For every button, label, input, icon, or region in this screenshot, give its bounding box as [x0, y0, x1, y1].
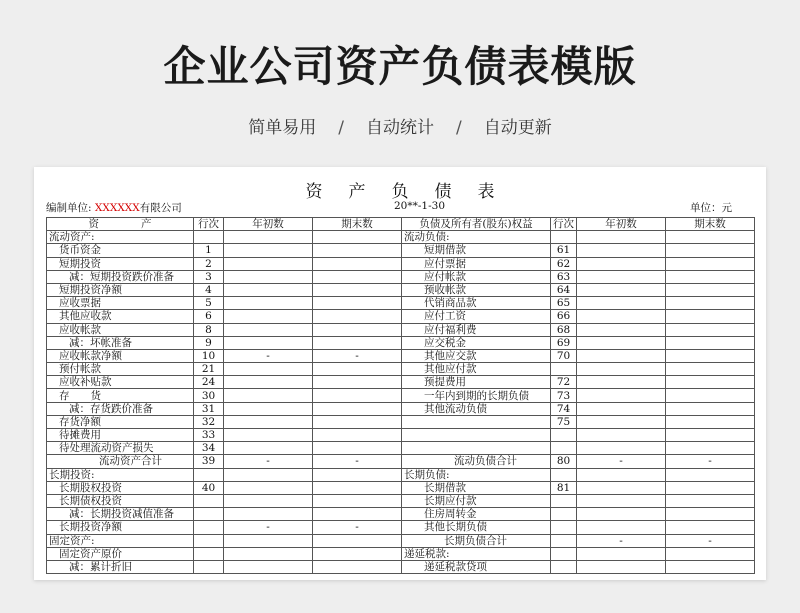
asset-begin-cell[interactable]: [224, 534, 313, 547]
asset-row-no-cell: [194, 521, 224, 534]
asset-label-cell: 长期投资:: [47, 468, 194, 481]
liability-row-no-cell: [551, 560, 577, 573]
asset-label-cell: 长期投资净额: [47, 521, 194, 534]
liability-row-no-cell: 64: [551, 283, 577, 296]
asset-label-cell: 短期投资净额: [47, 283, 194, 296]
liability-end-cell[interactable]: [666, 429, 755, 442]
liability-label-cell: 短期借款: [402, 244, 551, 257]
liability-begin-cell[interactable]: [577, 521, 666, 534]
asset-row-no-cell: 21: [194, 363, 224, 376]
feature-easy: 简单易用: [248, 118, 317, 138]
liability-row-no-cell: 81: [551, 481, 577, 494]
asset-begin-cell[interactable]: [224, 429, 313, 442]
asset-row-no-cell: 24: [194, 376, 224, 389]
asset-row-no-cell: [194, 547, 224, 560]
table-row: [47, 494, 755, 507]
liability-begin-cell[interactable]: [577, 508, 666, 521]
table-row: [47, 376, 755, 389]
asset-end-cell[interactable]: [313, 297, 402, 310]
liability-end-cell[interactable]: [666, 363, 755, 376]
liability-label-cell: 预提费用: [402, 376, 551, 389]
page-title: 企业公司资产负债表模版: [163, 42, 637, 91]
liability-label-cell: 长期应付款: [402, 494, 551, 507]
table-row: [47, 231, 755, 244]
asset-label-cell: 固定资产原价: [47, 547, 194, 560]
liability-end-cell[interactable]: [666, 481, 755, 494]
asset-end-cell[interactable]: [313, 508, 402, 521]
asset-end-cell[interactable]: [313, 442, 402, 455]
liability-row-no-cell: 68: [551, 323, 577, 336]
sheet-title: 资产负债表: [305, 182, 521, 202]
liability-row-no-cell: [551, 231, 577, 244]
liability-begin-cell[interactable]: [577, 376, 666, 389]
feature-list: [0, 113, 800, 138]
liability-label-cell: 长期负债合计: [402, 534, 551, 547]
liability-end-cell[interactable]: [666, 244, 755, 257]
asset-label-cell: 存货净额: [47, 415, 194, 428]
liability-begin-cell[interactable]: -: [577, 455, 666, 468]
asset-begin-cell[interactable]: -: [224, 455, 313, 468]
liability-row-no-cell: 61: [551, 244, 577, 257]
liability-begin-cell[interactable]: [577, 257, 666, 270]
table-row: [47, 415, 755, 428]
asset-row-no-cell: 30: [194, 389, 224, 402]
asset-begin-cell[interactable]: -: [224, 521, 313, 534]
asset-label-cell: 应收票据: [47, 297, 194, 310]
liability-begin-cell[interactable]: [577, 560, 666, 573]
asset-label-cell: 预付帐款: [47, 363, 194, 376]
asset-end-cell[interactable]: [313, 231, 402, 244]
liability-row-no-cell: 80: [551, 455, 577, 468]
asset-row-no-cell: 10: [194, 349, 224, 362]
asset-row-no-cell: 39: [194, 455, 224, 468]
liability-row-no-cell: [551, 508, 577, 521]
asset-label-cell: 流动资产合计: [47, 455, 194, 468]
asset-begin-cell[interactable]: [224, 336, 313, 349]
asset-label-cell: 流动资产:: [47, 231, 194, 244]
liability-row-no-cell: [551, 468, 577, 481]
table-row: [47, 547, 755, 560]
asset-row-no-cell: 9: [194, 336, 224, 349]
asset-row-no-cell: [194, 231, 224, 244]
liability-begin-cell[interactable]: -: [577, 534, 666, 547]
liability-label-cell: 其他流动负债: [402, 402, 551, 415]
table-row: [47, 310, 755, 323]
company-suffix: 有限公司: [139, 202, 182, 214]
asset-row-no-cell: 33: [194, 429, 224, 442]
liability-row-no-cell: 72: [551, 376, 577, 389]
asset-row-no-cell: 31: [194, 402, 224, 415]
liability-label-cell: 长期负债:: [402, 468, 551, 481]
liability-label-cell: 其他长期负债: [402, 521, 551, 534]
asset-label-cell: 固定资产:: [47, 534, 194, 547]
liability-begin-cell[interactable]: [577, 283, 666, 296]
liability-row-no-cell: [551, 547, 577, 560]
asset-end-cell[interactable]: [313, 481, 402, 494]
liability-begin-cell[interactable]: [577, 415, 666, 428]
table-row: [47, 560, 755, 573]
asset-end-cell[interactable]: [313, 363, 402, 376]
asset-end-cell[interactable]: [313, 389, 402, 402]
liability-label-cell: 流动负债:: [402, 231, 551, 244]
asset-begin-cell[interactable]: [224, 560, 313, 573]
asset-begin-cell[interactable]: [224, 376, 313, 389]
liability-label-cell: 住房周转金: [402, 508, 551, 521]
liability-end-cell[interactable]: [666, 547, 755, 560]
table-row: [47, 468, 755, 481]
liability-label-cell: 应付工资: [402, 310, 551, 323]
feature-auto-stats: 自动统计: [366, 118, 434, 138]
liability-label-cell: 其他应付款: [402, 363, 551, 376]
liability-end-cell[interactable]: [666, 389, 755, 402]
asset-end-cell[interactable]: [313, 429, 402, 442]
liability-label-cell: 应付福利费: [402, 323, 551, 336]
unit-label: 单位：元: [690, 202, 732, 214]
liability-end-cell[interactable]: [666, 508, 755, 521]
table-row: [47, 429, 755, 442]
asset-label-cell: 待处理流动资产损失: [47, 442, 194, 455]
asset-end-cell[interactable]: [313, 402, 402, 415]
asset-begin-cell[interactable]: [224, 389, 313, 402]
asset-begin-cell[interactable]: [224, 481, 313, 494]
liability-row-no-cell: [551, 442, 577, 455]
col-begin: 年初数: [224, 218, 313, 231]
asset-label-cell: 短期投资: [47, 257, 194, 270]
asset-end-cell[interactable]: [313, 376, 402, 389]
asset-begin-cell[interactable]: [224, 257, 313, 270]
table-row: [47, 257, 755, 270]
liability-end-cell[interactable]: [666, 494, 755, 507]
liability-row-no-cell: 65: [551, 297, 577, 310]
liability-end-cell[interactable]: [666, 468, 755, 481]
liability-begin-cell[interactable]: [577, 389, 666, 402]
asset-row-no-cell: 40: [194, 481, 224, 494]
asset-end-cell[interactable]: -: [313, 349, 402, 362]
liability-begin-cell[interactable]: [577, 402, 666, 415]
liability-end-cell[interactable]: -: [666, 455, 755, 468]
liability-end-cell[interactable]: [666, 402, 755, 415]
liability-end-cell[interactable]: [666, 283, 755, 296]
asset-label-cell: 应收帐款: [47, 323, 194, 336]
col-row-no: 行次: [194, 218, 224, 231]
liability-label-cell: 长期借款: [402, 481, 551, 494]
asset-end-cell[interactable]: [313, 283, 402, 296]
liability-label-cell: 递延税款:: [402, 547, 551, 560]
asset-label-cell: 待摊费用: [47, 429, 194, 442]
asset-label-cell: 减：存货跌价准备: [47, 402, 194, 415]
col-asset: 资 产: [47, 218, 194, 231]
asset-end-cell[interactable]: [313, 547, 402, 560]
liability-row-no-cell: 69: [551, 336, 577, 349]
separator: /: [338, 118, 344, 138]
balance-sheet: [34, 167, 766, 580]
liability-begin-cell[interactable]: [577, 270, 666, 283]
liability-label-cell: 应交税金: [402, 336, 551, 349]
liability-row-no-cell: 70: [551, 349, 577, 362]
liability-row-no-cell: [551, 363, 577, 376]
liability-row-no-cell: [551, 494, 577, 507]
asset-end-cell[interactable]: [313, 468, 402, 481]
asset-begin-cell[interactable]: [224, 415, 313, 428]
asset-row-no-cell: [194, 508, 224, 521]
asset-label-cell: 应收帐款净额: [47, 349, 194, 362]
asset-row-no-cell: 2: [194, 257, 224, 270]
liability-row-no-cell: 73: [551, 389, 577, 402]
asset-end-cell[interactable]: [313, 415, 402, 428]
asset-label-cell: 长期债权投资: [47, 494, 194, 507]
asset-end-cell[interactable]: [313, 534, 402, 547]
asset-label-cell: 长期股权投资: [47, 481, 194, 494]
table-row: [47, 389, 755, 402]
liability-begin-cell[interactable]: [577, 429, 666, 442]
liability-begin-cell[interactable]: [577, 297, 666, 310]
company-name[interactable]: XXXXXX: [94, 202, 140, 214]
asset-label-cell: 减：长期投资减值准备: [47, 508, 194, 521]
liability-end-cell[interactable]: [666, 560, 755, 573]
asset-end-cell[interactable]: [313, 336, 402, 349]
liability-begin-cell[interactable]: [577, 310, 666, 323]
asset-row-no-cell: [194, 494, 224, 507]
col-end-2: 期末数: [666, 218, 755, 231]
asset-begin-cell[interactable]: [224, 323, 313, 336]
liability-label-cell: 其他应交款: [402, 349, 551, 362]
liability-label-cell: 应付帐款: [402, 270, 551, 283]
table-row: [47, 481, 755, 494]
asset-begin-cell[interactable]: [224, 547, 313, 560]
asset-end-cell[interactable]: [313, 494, 402, 507]
liability-begin-cell[interactable]: [577, 349, 666, 362]
asset-begin-cell[interactable]: [224, 363, 313, 376]
liability-label-cell: [402, 429, 551, 442]
liability-row-no-cell: [551, 534, 577, 547]
table-row: [47, 534, 755, 547]
header-row: [47, 218, 755, 231]
liability-begin-cell[interactable]: [577, 363, 666, 376]
liability-label-cell: 一年内到期的长期负债: [402, 389, 551, 402]
asset-begin-cell[interactable]: [224, 442, 313, 455]
asset-label-cell: 应收补贴款: [47, 376, 194, 389]
liability-label-cell: [402, 442, 551, 455]
asset-end-cell[interactable]: [313, 323, 402, 336]
liability-end-cell[interactable]: [666, 323, 755, 336]
liability-end-cell[interactable]: [666, 442, 755, 455]
liability-label-cell: 预收帐款: [402, 283, 551, 296]
company-label: 编制单位:: [46, 202, 92, 214]
asset-label-cell: 减：坏帐准备: [47, 336, 194, 349]
liability-end-cell[interactable]: [666, 270, 755, 283]
liability-end-cell[interactable]: [666, 521, 755, 534]
asset-end-cell[interactable]: [313, 244, 402, 257]
asset-row-no-cell: 1: [194, 244, 224, 257]
table-row: [47, 455, 755, 468]
asset-end-cell[interactable]: [313, 270, 402, 283]
liability-row-no-cell: 63: [551, 270, 577, 283]
table-row: [47, 508, 755, 521]
liability-row-no-cell: 62: [551, 257, 577, 270]
asset-begin-cell[interactable]: [224, 283, 313, 296]
table-row: [47, 297, 755, 310]
asset-begin-cell[interactable]: [224, 270, 313, 283]
table-row: [47, 336, 755, 349]
table-row: [47, 244, 755, 257]
balance-table: [46, 217, 755, 574]
asset-end-cell[interactable]: -: [313, 455, 402, 468]
liability-label-cell: [402, 415, 551, 428]
liability-end-cell[interactable]: [666, 297, 755, 310]
separator: /: [456, 118, 462, 138]
asset-end-cell[interactable]: [313, 560, 402, 573]
liability-begin-cell[interactable]: [577, 494, 666, 507]
liability-begin-cell[interactable]: [577, 442, 666, 455]
table-row: [47, 283, 755, 296]
col-begin-2: 年初数: [577, 218, 666, 231]
asset-begin-cell[interactable]: [224, 310, 313, 323]
asset-label-cell: 货币资金: [47, 244, 194, 257]
asset-begin-cell[interactable]: [224, 244, 313, 257]
table-row: [47, 323, 755, 336]
liability-end-cell[interactable]: [666, 231, 755, 244]
asset-row-no-cell: 5: [194, 297, 224, 310]
asset-end-cell[interactable]: [313, 257, 402, 270]
asset-begin-cell[interactable]: [224, 297, 313, 310]
col-row-no-2: 行次: [551, 218, 577, 231]
asset-begin-cell[interactable]: [224, 494, 313, 507]
table-row: [47, 442, 755, 455]
liability-begin-cell[interactable]: [577, 481, 666, 494]
asset-begin-cell[interactable]: -: [224, 349, 313, 362]
liability-begin-cell[interactable]: [577, 231, 666, 244]
asset-begin-cell[interactable]: [224, 508, 313, 521]
asset-begin-cell[interactable]: [224, 402, 313, 415]
company-line: [46, 200, 182, 215]
liability-row-no-cell: 75: [551, 415, 577, 428]
asset-label-cell: 其他应收款: [47, 310, 194, 323]
asset-row-no-cell: [194, 560, 224, 573]
liability-end-cell[interactable]: [666, 349, 755, 362]
liability-begin-cell[interactable]: [577, 547, 666, 560]
asset-label-cell: 存 货: [47, 389, 194, 402]
table-row: [47, 270, 755, 283]
asset-row-no-cell: 8: [194, 323, 224, 336]
liability-label-cell: 递延税款贷项: [402, 560, 551, 573]
report-date[interactable]: 20**-1-30: [394, 200, 445, 212]
asset-row-no-cell: 6: [194, 310, 224, 323]
liability-row-no-cell: [551, 429, 577, 442]
liability-label-cell: 代销商品款: [402, 297, 551, 310]
col-end: 期末数: [313, 218, 402, 231]
feature-auto-update: 自动更新: [483, 118, 552, 138]
table-row: [47, 521, 755, 534]
liability-end-cell[interactable]: [666, 336, 755, 349]
asset-end-cell[interactable]: -: [313, 521, 402, 534]
liability-end-cell[interactable]: [666, 257, 755, 270]
liability-row-no-cell: [551, 521, 577, 534]
asset-row-no-cell: 3: [194, 270, 224, 283]
table-row: [47, 402, 755, 415]
asset-row-no-cell: [194, 468, 224, 481]
liability-end-cell[interactable]: [666, 376, 755, 389]
col-liability: 负债及所有者(股东)权益: [402, 218, 551, 231]
liability-begin-cell[interactable]: [577, 244, 666, 257]
asset-end-cell[interactable]: [313, 310, 402, 323]
asset-row-no-cell: 4: [194, 283, 224, 296]
liability-row-no-cell: 66: [551, 310, 577, 323]
liability-label-cell: 流动负债合计: [402, 455, 551, 468]
liability-begin-cell[interactable]: [577, 468, 666, 481]
liability-end-cell[interactable]: [666, 415, 755, 428]
asset-begin-cell[interactable]: [224, 468, 313, 481]
asset-begin-cell[interactable]: [224, 231, 313, 244]
liability-begin-cell[interactable]: [577, 323, 666, 336]
liability-label-cell: 应付票据: [402, 257, 551, 270]
asset-label-cell: 减：短期投资跌价准备: [47, 270, 194, 283]
table-row: [47, 363, 755, 376]
liability-end-cell[interactable]: -: [666, 534, 755, 547]
liability-begin-cell[interactable]: [577, 336, 666, 349]
asset-label-cell: 减：累计折旧: [47, 560, 194, 573]
asset-row-no-cell: 32: [194, 415, 224, 428]
table-row: [47, 349, 755, 362]
liability-row-no-cell: 74: [551, 402, 577, 415]
asset-row-no-cell: [194, 534, 224, 547]
asset-row-no-cell: 34: [194, 442, 224, 455]
liability-end-cell[interactable]: [666, 310, 755, 323]
